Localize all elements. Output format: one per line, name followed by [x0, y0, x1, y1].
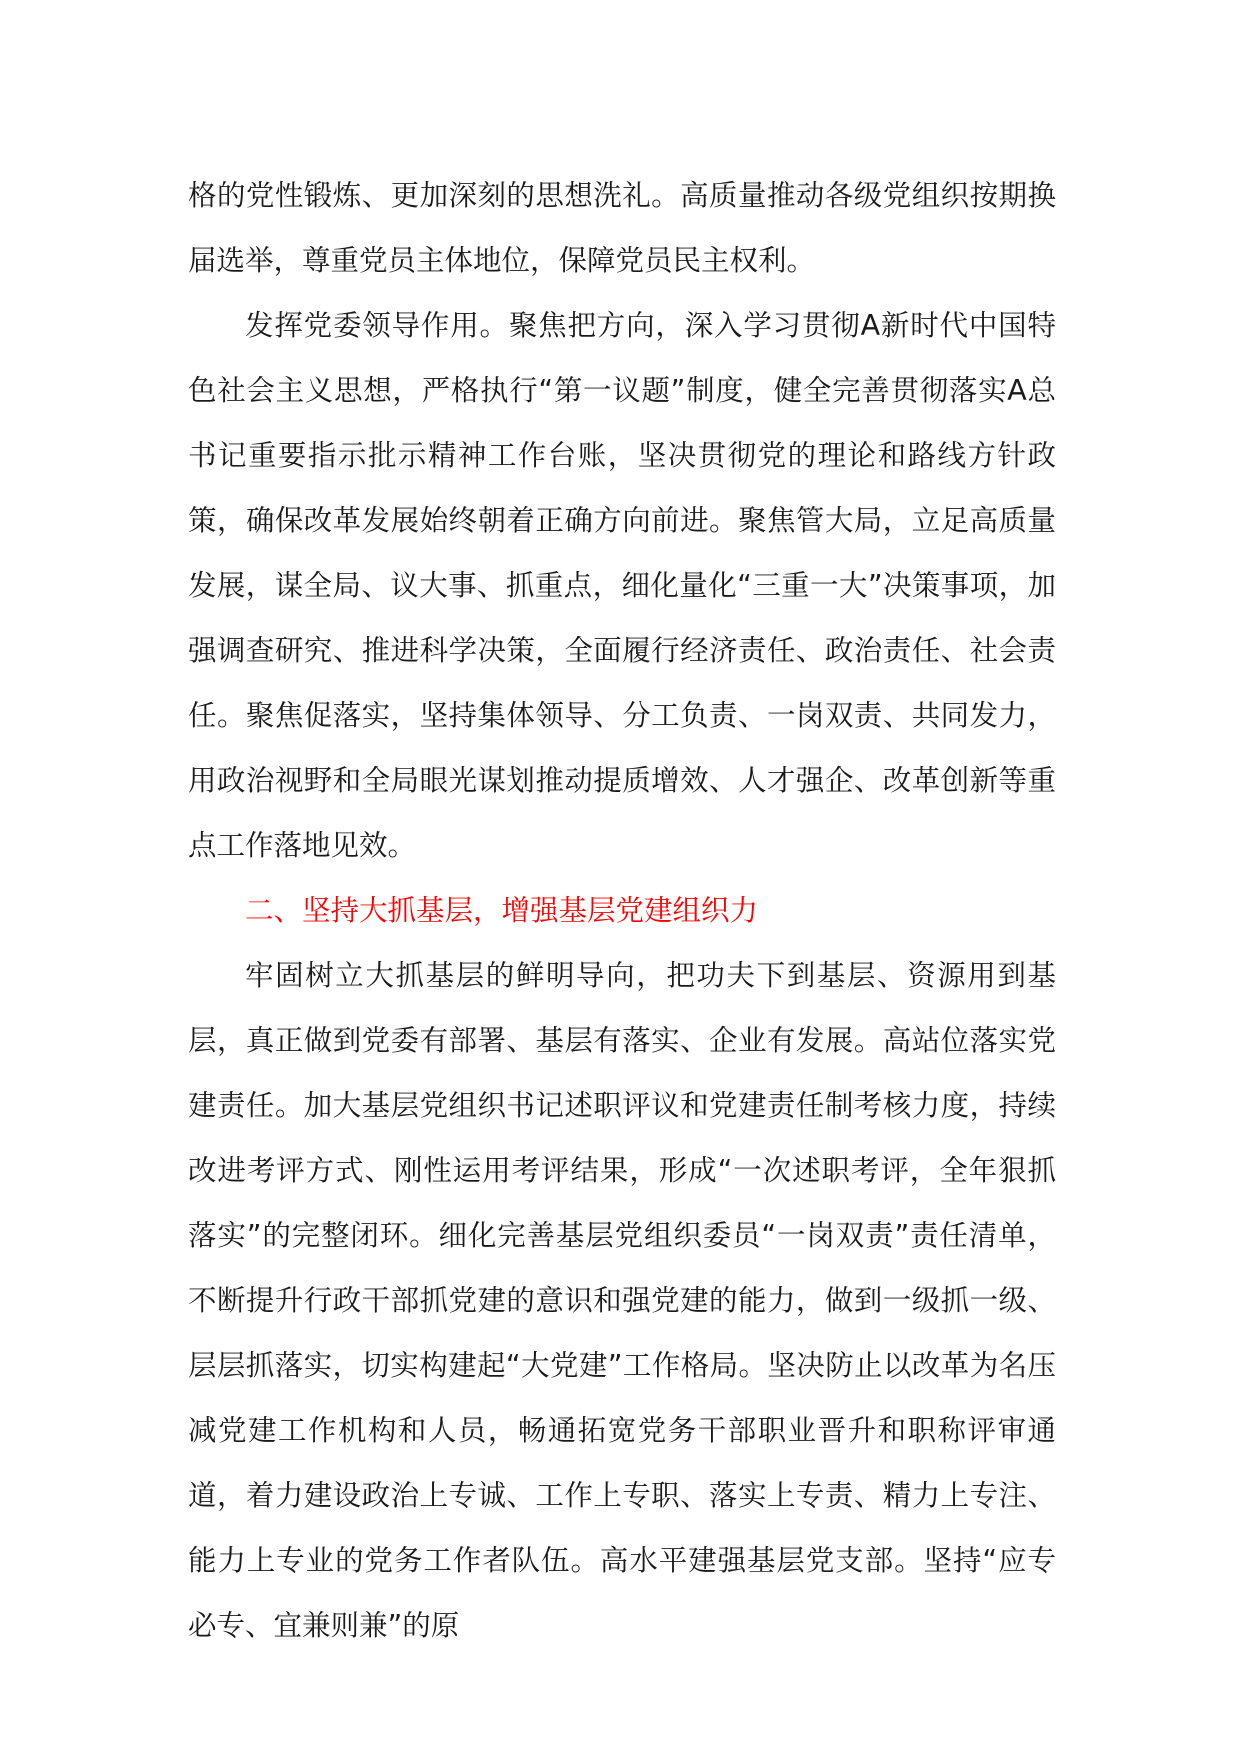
paragraph-continued: 格的党性锻炼、更加深刻的思想洗礼。高质量推动各级党组织按期换届选举，尊重党员主体地位，保障党员民主权利。: [188, 179, 1056, 277]
section-heading: 二、坚持大抓基层，增强基层党建组织力: [245, 894, 759, 927]
paragraph-grassroots: 牢固树立大抓基层的鲜明导向，把功夫下到基层、资源用到基层，真正做到党委有部署、基层有落实、企业有发展。高站位落实党建责任。加大基层党组织书记述职评议和党建责任制考核力度，持续改进考评方式、刚性运用考评结果，形成“一次述职考评，全年狠抓落实”的完整闭环。细化完善基层党组织委员“一岗双责”责任清单，不断提升行政干部抓党建的意识和强党建的能力，做到一级抓一级、层层抓落实，切实构建起“大党建”工作格局。坚决防止以改革为名压减党建工作机构和人员，畅通拓宽党务干部职业晋升和职称评审通道，着力建设政治上专诚、工作上专职、落实上专责、精力上专注、能力上专业的党务工作者队伍。高水平建强基层党支部。坚持“应专必专、宜兼则兼”的原: [188, 959, 1056, 1642]
paragraph-party-committee-leadership: 发挥党委领导作用。聚焦把方向，深入学习贯彻A新时代中国特色社会主义思想，严格执行“第一议题”制度，健全完善贯彻落实A总书记重要指示批示精神工作台账，坚决贯彻党的理论和路线方针政策，确保改革发展始终朝着正确方向前进。聚焦管大局，立足高质量发展，谋全局、议大事、抓重点，细化量化“三重一大”决策事项，加强调查研究、推进科学决策，全面履行经济责任、政治责任、社会责任。聚焦促落实，坚持集体领导、分工负责、一岗双责、共同发力，用政治视野和全局眼光谋划推动提质增效、人才强企、改革创新等重点工作落地见效。: [188, 309, 1056, 862]
document-body: [188, 163, 1056, 1658]
